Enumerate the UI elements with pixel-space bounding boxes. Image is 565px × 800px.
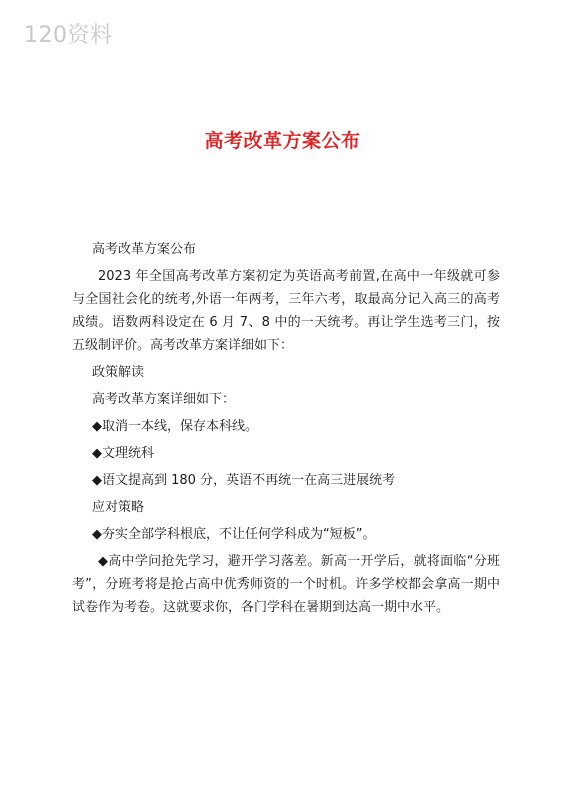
strategy-item: ◆高中学问抢先学习，避开学习落差。新高一开学后，就将面临“分班考”，分班考将是抢占高中优秀师资的一个时机。许多学校都会拿高一期中试卷作为考卷。这就要求你，各门学科在暑期到达高一期中水平。	[72, 554, 500, 615]
intro-paragraph: 2023 年全国高考改革方案初定为英语高考前置,在高中一年级就可参与全国社会化的统考,外语一年两考，三年六考，取最高分记入高三的高考成绩。语数两科设定在 6 月 7、8 中的一天统考。再让学生选考三门，按五级制评价。高考改革方案详细如下：	[72, 269, 500, 353]
strategy-item: ◆夯实全部学科根底，不让任何学科成为“短板”。	[92, 527, 376, 542]
document-title: 高考改革方案公布	[204, 130, 361, 152]
policy-item: ◆语文提高到 180 分，英语不再统一在高三进展统考	[92, 473, 396, 488]
body-heading: 高考改革方案公布	[92, 242, 197, 257]
document-body	[72, 238, 500, 623]
section-heading-strategy: 应对策略	[92, 500, 145, 515]
policy-intro: 高考改革方案详细如下：	[92, 392, 236, 407]
policy-item: ◆取消一本线，保存本科线。	[92, 419, 258, 434]
policy-item: ◆文理统科	[92, 446, 154, 461]
section-heading-policy: 政策解读	[92, 365, 145, 380]
watermark: 120资料	[24, 23, 113, 48]
